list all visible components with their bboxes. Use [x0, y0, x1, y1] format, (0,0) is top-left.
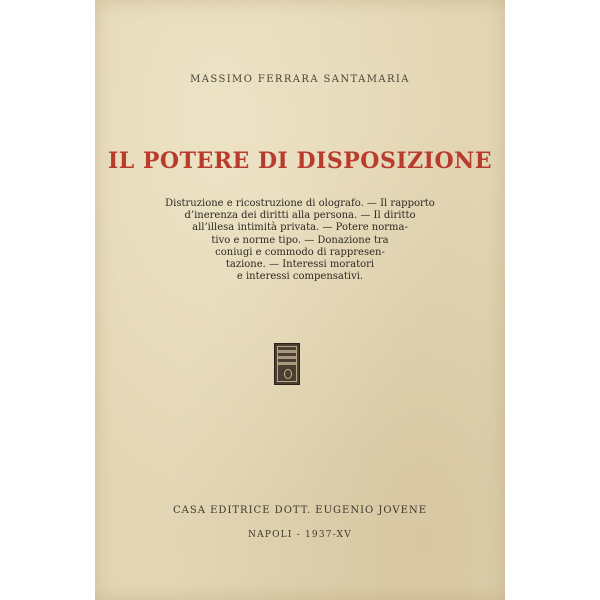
- publisher-name: CASA EDITRICE DOTT. EUGENIO JOVENE: [173, 505, 427, 516]
- subtitle-line: coniugi e commodo di rappresen-: [215, 246, 385, 258]
- book-title: IL POTERE DI DISPOSIZIONE: [107, 148, 493, 174]
- publisher-device-band: [278, 356, 296, 359]
- publisher-device-band: [278, 350, 296, 353]
- publisher-device-ornament: [284, 369, 292, 379]
- subtitle-line: e interessi compensativi.: [236, 271, 364, 283]
- subtitle-line: tivo e norme tipo. — Donazione tra: [211, 234, 389, 246]
- publisher-device-icon: [274, 343, 300, 385]
- subtitle-line: all’illesa intimità privata. — Potere norma-: [192, 222, 408, 234]
- book-subtitle: [95, 198, 505, 283]
- subtitle-line: Distruzione e ricostruzione di olografo. — Il rapporto: [165, 198, 435, 209]
- subtitle-line: d’inerenza dei diritti alla persona. — Il diritto: [184, 210, 416, 222]
- author-name: MASSIMO FERRARA SANTAMARIA: [190, 74, 410, 85]
- publication-place-date: NAPOLI - 1937-XV: [248, 530, 352, 540]
- publisher-device-band: [278, 362, 296, 365]
- book-cover: [95, 0, 505, 600]
- subtitle-line: tazione. — Interessi moratori: [225, 259, 375, 271]
